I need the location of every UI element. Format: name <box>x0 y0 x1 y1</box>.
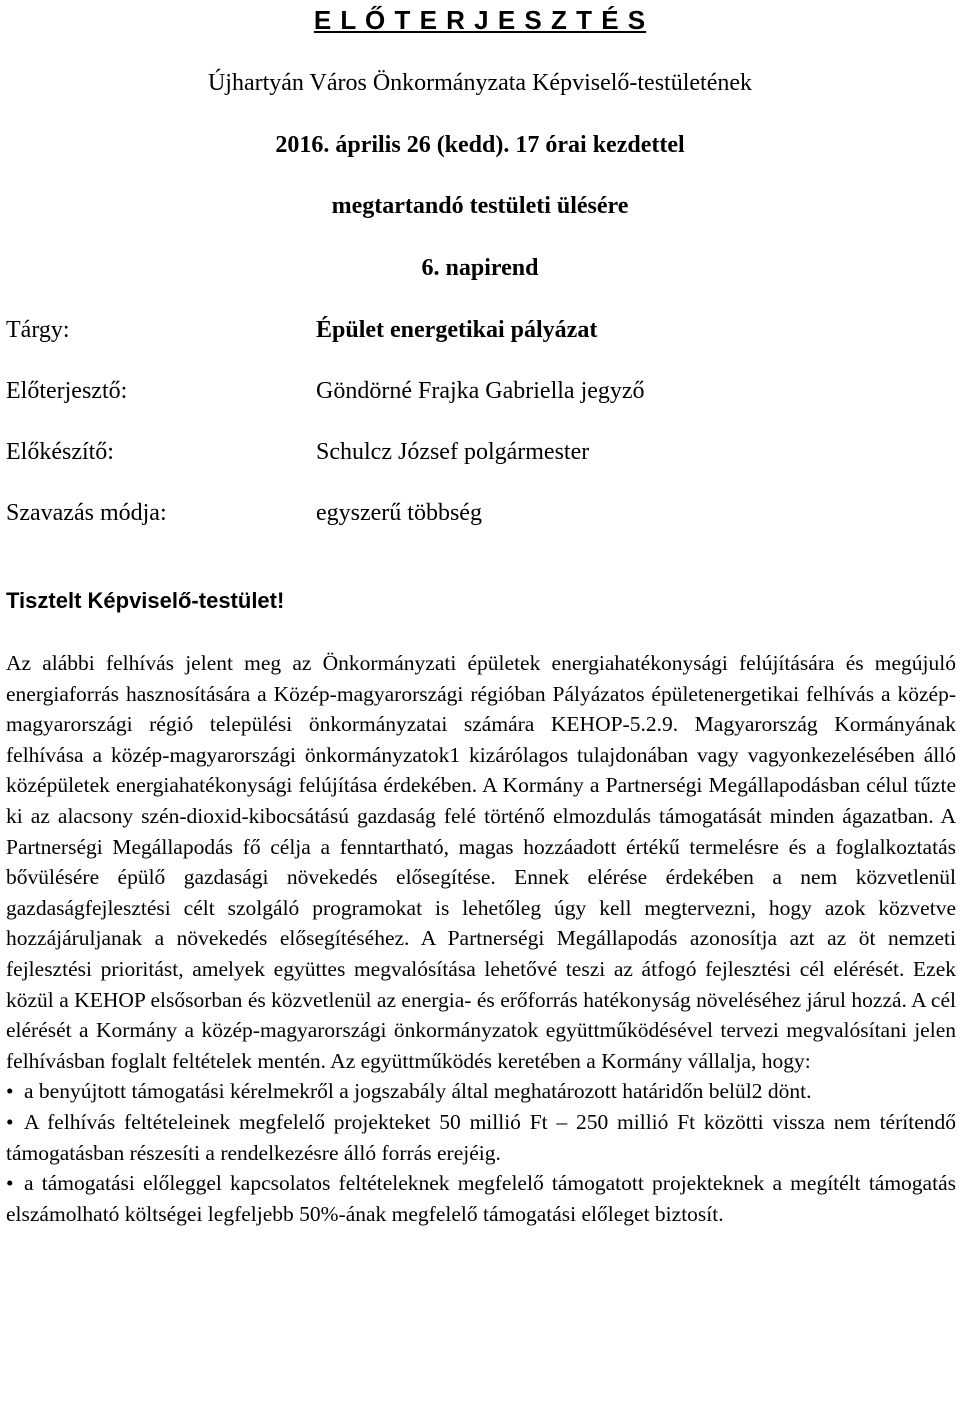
vote-value: egyszerű többség <box>316 500 482 526</box>
preparer-value: Schulcz József polgármester <box>316 439 590 465</box>
document-body <box>6 648 956 1229</box>
list-item-text: a benyújtott támogatási kérelmekről a jogszabály által meghatározott határidőn belül2 dönt. <box>24 1079 812 1104</box>
body-paragraph: Az alábbi felhívás jelent meg az Önkormányzati épületek energiahatékonysági felújítására és megújuló energiaforrás hasznosítására a Közép-magyarországi régióban Pályázatos épületenergetikai felhívás a közép-magyarországi régió települési önkormányzatai számára KEHOP-5.2.9. Magyarország Kormányának felhívása a közép-magyarországi önkormányzatok1 kizárólagos tulajdonában vagy vagyonkezelésében álló középületek energiahatékonysági felújítása érdekében. A Kormány a Partnerségi Megállapodásban célul tűzte ki az alacsony szén-dioxid-kibocsátású gazdaság felé történő elmozdulás támogatását minden ágazatban. A Partnerségi Megállapodás fő célja a fenntartható, magas hozzáadott értékű termelésre és a foglalkoztatás bővülésére épülő gazdasági növekedés elősegítése. Ennek elérése érdekében a nem közvetlenül gazdaságfejlesztési célt szolgáló programokat is lehetőleg úgy kell megtervezni, hogy azok közvetve hozzájáruljanak a növekedés elősegítéséhez. A Partnerségi Megállapodás azonosítja azt az öt nemzeti fejlesztési prioritást, amelyek együttes megvalósítása lehetővé teszi az átfogó fejlesztési cél elérését. Ezek közül a KEHOP elsősorban és közvetlenül az energia- és erőforrás hatékonyság növeléséhez járul hozzá. A cél elérését a Kormány a közép-magyarországi önkormányzatok együttműködésével tervezi megvalósítani jelen felhívásban foglalt feltételek mentén. Az együttműködés keretében a Kormány vállalja, hogy: <box>6 651 956 1073</box>
list-item <box>6 1168 956 1229</box>
meeting-type: megtartandó testületi ülésére <box>331 193 629 219</box>
subject-value: Épület energetikai pályázat <box>316 317 598 343</box>
salutation: Tisztelt Képviselő-testület! <box>6 588 285 613</box>
bullet-icon: • <box>6 1109 14 1134</box>
agenda-item: 6. napirend <box>421 255 539 281</box>
preparer-label: Előkészítő: <box>6 439 114 465</box>
document-title: E L Ő T E R J E S Z T É S <box>313 5 647 35</box>
list-item-text: a támogatási előleggel kapcsolatos feltételeknek megfelelő támogatott projekteknek a megítélt támogatás elszámolható költségei legfeljebb 50%-ának megfelelő támogatási előleget biztosít. <box>6 1171 956 1226</box>
bullet-icon: • <box>6 1171 14 1196</box>
commitment-list <box>6 1076 956 1229</box>
subject-label: Tárgy: <box>6 317 70 343</box>
presenter-label: Előterjesztő: <box>6 378 128 404</box>
list-item <box>6 1076 956 1107</box>
meeting-date: 2016. április 26 (kedd). 17 órai kezdettel <box>275 132 685 158</box>
list-item <box>6 1107 956 1168</box>
bullet-icon: • <box>6 1079 14 1104</box>
presenter-value: Göndörné Frajka Gabriella jegyző <box>316 378 645 404</box>
vote-label: Szavazás módja: <box>6 500 167 526</box>
council-name: Újhartyán Város Önkormányzata Képviselő-testületének <box>207 70 753 96</box>
list-item-text: A felhívás feltételeinek megfelelő projekteket 50 millió Ft – 250 millió Ft közötti vissza nem térítendő támogatásban részesíti a rendelkezésre álló forrás erejéig. <box>6 1109 956 1165</box>
